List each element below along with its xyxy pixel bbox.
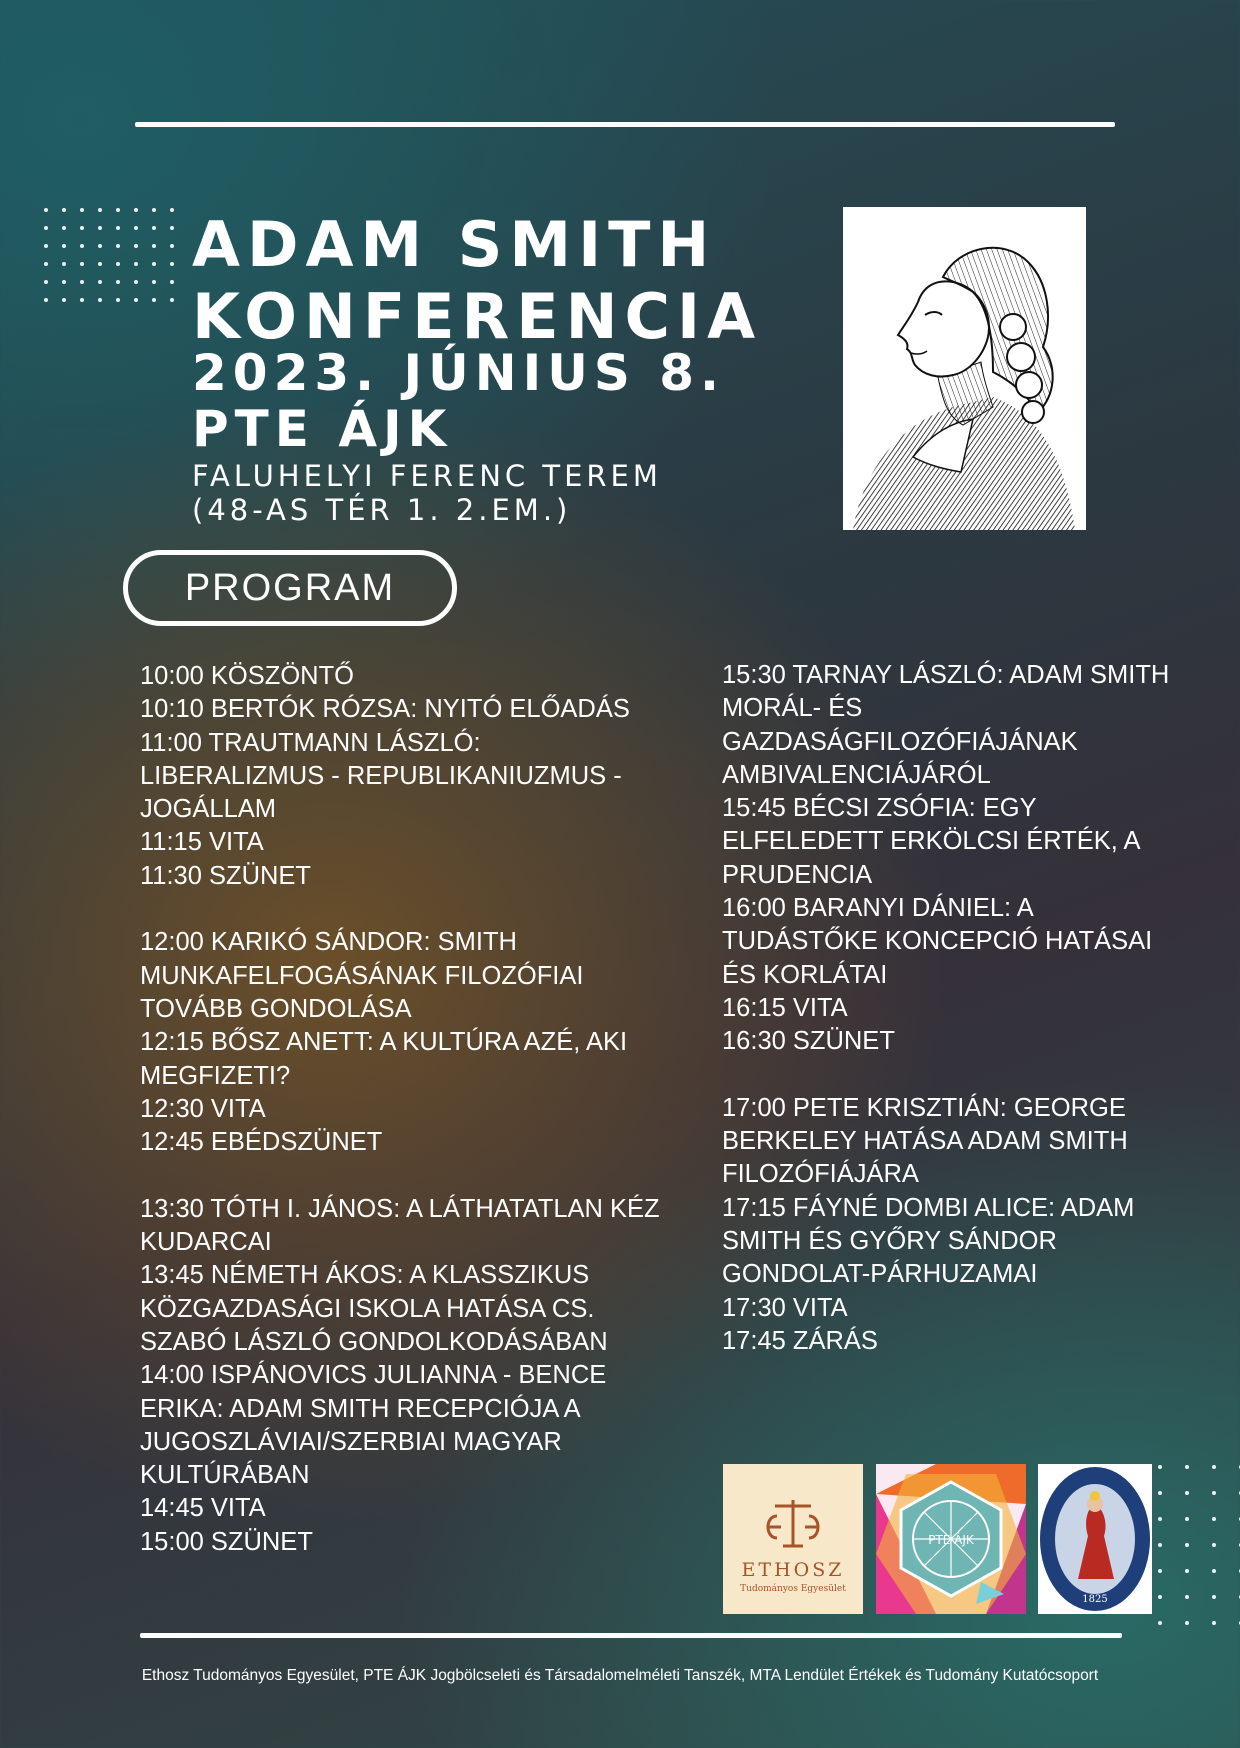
schedule-line: KULTÚRÁBAN <box>140 1461 310 1490</box>
schedule-line: 12:00 KARIKÓ SÁNDOR: SMITH <box>140 928 517 957</box>
dot <box>1158 1569 1162 1573</box>
dot <box>1212 1465 1216 1469</box>
dot <box>98 208 102 212</box>
schedule-line: 11:00 TRAUTMANN LÁSZLÓ: <box>140 728 481 757</box>
schedule-line: 16:30 SZÜNET <box>722 1027 895 1056</box>
schedule-line: 17:00 PETE KRISZTIÁN: GEORGE <box>722 1093 1126 1122</box>
schedule-line: 12:45 EBÉDSZÜNET <box>140 1128 383 1157</box>
dot <box>152 280 156 284</box>
schedule-line: PRUDENCIA <box>722 860 873 889</box>
dot <box>152 226 156 230</box>
dot <box>80 280 84 284</box>
schedule-line: AMBIVALENCIÁJÁRÓL <box>722 760 991 789</box>
dot <box>98 244 102 248</box>
pte-logo-text: PTE ÁJK <box>928 1533 974 1547</box>
schedule-line: BERKELEY HATÁSA ADAM SMITH <box>722 1127 1128 1156</box>
dot <box>116 226 120 230</box>
schedule-line: JOGÁLLAM <box>140 795 277 824</box>
schedule-line: ÉS KORLÁTAI <box>722 960 888 989</box>
dot <box>1212 1621 1216 1625</box>
schedule-line: ERIKA: ADAM SMITH RECEPCIÓJA A <box>140 1394 581 1423</box>
schedule-line: ELFELEDETT ERKÖLCSI ÉRTÉK, A <box>722 827 1141 856</box>
dot <box>134 280 138 284</box>
venue-room: FALUHELYI FERENC TEREM <box>192 459 662 493</box>
schedule-spacer <box>140 893 700 926</box>
dot <box>134 244 138 248</box>
schedule-spacer <box>722 1059 1192 1092</box>
dot <box>98 262 102 266</box>
schedule-line: 16:15 VITA <box>722 993 848 1022</box>
pte-ajk-logo <box>876 1464 1026 1614</box>
dot <box>1158 1621 1162 1625</box>
dot <box>170 244 174 248</box>
schedule-line: GONDOLAT-PÁRHUZAMAI <box>722 1260 1038 1289</box>
venue-address: (48-AS TÉR 1. 2.EM.) <box>192 493 572 527</box>
dot <box>80 208 84 212</box>
schedule-line: 13:30 TÓTH I. JÁNOS: A LÁTHATATLAN KÉZ <box>140 1194 660 1223</box>
dot <box>1158 1595 1162 1599</box>
dot <box>80 244 84 248</box>
dot <box>134 298 138 302</box>
title-line-1: ADAM SMITH <box>192 208 717 281</box>
adam-smith-portrait <box>843 207 1086 530</box>
schedule-line: MEGFIZETI? <box>140 1061 291 1090</box>
schedule-left-column <box>140 660 700 1559</box>
dot <box>1185 1621 1189 1625</box>
dot <box>80 298 84 302</box>
schedule-line: 14:45 VITA <box>140 1494 266 1523</box>
dot <box>1185 1595 1189 1599</box>
dot <box>80 262 84 266</box>
dot <box>98 280 102 284</box>
dot <box>1158 1543 1162 1547</box>
dot <box>1158 1491 1162 1495</box>
schedule-line: 15:45 BÉCSI ZSÓFIA: EGY <box>722 794 1037 823</box>
event-institution: PTE ÁJK <box>192 400 453 458</box>
dot <box>1185 1465 1189 1469</box>
dot <box>62 244 66 248</box>
schedule-line: FILOZÓFIÁJÁRA <box>722 1160 919 1189</box>
dot <box>62 298 66 302</box>
schedule-line: 10:10 BERTÓK RÓZSA: NYITÓ ELŐADÁS <box>140 695 630 724</box>
mta-year: 1825 <box>1082 1594 1108 1605</box>
dot <box>62 226 66 230</box>
schedule-line: KUDARCAI <box>140 1228 272 1257</box>
dot <box>44 280 48 284</box>
schedule-line: KÖZGAZDASÁGI ISKOLA HATÁSA CS. <box>140 1294 595 1323</box>
dot <box>1212 1569 1216 1573</box>
dot <box>1185 1491 1189 1495</box>
decorative-dots-bottom-right <box>1158 1465 1240 1625</box>
schedule-line: 10:00 KÖSZÖNTŐ <box>140 662 354 690</box>
dot <box>44 262 48 266</box>
dot <box>116 298 120 302</box>
ethosz-logo <box>723 1464 863 1614</box>
dot <box>134 208 138 212</box>
dot <box>1212 1595 1216 1599</box>
schedule-spacer <box>140 1159 700 1192</box>
dot <box>44 226 48 230</box>
program-heading: PROGRAM <box>123 550 457 626</box>
schedule-line: 17:30 VITA <box>722 1293 848 1322</box>
dot <box>80 226 84 230</box>
dot <box>152 244 156 248</box>
dot <box>1185 1569 1189 1573</box>
schedule-line: GAZDASÁGFILOZÓFIÁJÁNAK <box>722 727 1078 756</box>
dot <box>170 280 174 284</box>
dot <box>152 208 156 212</box>
schedule-line: 11:15 VITA <box>140 828 264 857</box>
schedule-line: 13:45 NÉMETH ÁKOS: A KLASSZIKUS <box>140 1261 590 1290</box>
schedule-line: JUGOSZLÁVIAI/SZERBIAI MAGYAR <box>140 1427 562 1456</box>
dot <box>116 244 120 248</box>
dot <box>62 280 66 284</box>
dot <box>152 262 156 266</box>
dot <box>44 244 48 248</box>
top-divider <box>135 122 1115 127</box>
dot <box>134 262 138 266</box>
dot <box>44 208 48 212</box>
schedule-line: MUNKAFELFOGÁSÁNAK FILOZÓFIAI <box>140 961 584 990</box>
schedule-line: 15:30 TARNAY LÁSZLÓ: ADAM SMITH <box>722 661 1170 689</box>
dot <box>1212 1543 1216 1547</box>
footer-organizers: Ethosz Tudományos Egyesület, PTE ÁJK Jogbölcseleti és Társadalomelméleti Tanszék, MTA Lendület Értékek és Tudomány Kutatócsoport <box>141 1667 1099 1684</box>
ethosz-name: ETHOSZ <box>741 1559 845 1581</box>
dot <box>116 280 120 284</box>
schedule-line: MORÁL- ÉS <box>722 694 863 723</box>
dot <box>134 226 138 230</box>
dot <box>152 298 156 302</box>
dot <box>116 262 120 266</box>
dot <box>1158 1465 1162 1469</box>
schedule-line: 11:30 SZÜNET <box>140 861 312 890</box>
mta-logo <box>1038 1464 1152 1614</box>
schedule-line: 17:15 FÁYNÉ DOMBI ALICE: ADAM <box>722 1193 1135 1222</box>
schedule-line: TUDÁSTŐKE KONCEPCIÓ HATÁSAI <box>722 927 1153 956</box>
dot <box>62 262 66 266</box>
schedule-line: SZABÓ LÁSZLÓ GONDOLKODÁSÁBAN <box>140 1327 608 1356</box>
schedule-line: 17:45 ZÁRÁS <box>722 1326 878 1355</box>
schedule-right-column <box>722 659 1192 1358</box>
dot <box>170 298 174 302</box>
dot <box>116 208 120 212</box>
dot <box>62 208 66 212</box>
dot <box>1185 1517 1189 1521</box>
schedule-line: LIBERALIZMUS - REPUBLIKANIUZMUS - <box>140 761 622 790</box>
decorative-dots-top-left <box>44 208 174 302</box>
ethosz-subtitle: Tudományos Egyesület <box>740 1584 846 1594</box>
schedule-line: TOVÁBB GONDOLÁSA <box>140 994 412 1023</box>
schedule-line: 14:00 ISPÁNOVICS JULIANNA - BENCE <box>140 1361 607 1390</box>
dot <box>170 262 174 266</box>
dot <box>1212 1517 1216 1521</box>
dot <box>1158 1517 1162 1521</box>
dot <box>1185 1543 1189 1547</box>
schedule-line: 12:15 BŐSZ ANETT: A KULTÚRA AZÉ, AKI <box>140 1028 628 1057</box>
dot <box>170 226 174 230</box>
dot <box>98 298 102 302</box>
dot <box>44 298 48 302</box>
schedule-line: 12:30 VITA <box>140 1094 266 1123</box>
dot <box>170 208 174 212</box>
schedule-line: 15:00 SZÜNET <box>140 1527 313 1556</box>
schedule-line: 16:00 BARANYI DÁNIEL: A <box>722 894 1034 923</box>
bottom-divider <box>140 1633 1122 1638</box>
dot <box>98 226 102 230</box>
dot <box>1212 1491 1216 1495</box>
schedule-line: SMITH ÉS GYŐRY SÁNDOR <box>722 1227 1057 1256</box>
event-date: 2023. JÚNIUS 8. <box>192 344 726 402</box>
title-line-2: KONFERENCIA <box>192 280 763 353</box>
